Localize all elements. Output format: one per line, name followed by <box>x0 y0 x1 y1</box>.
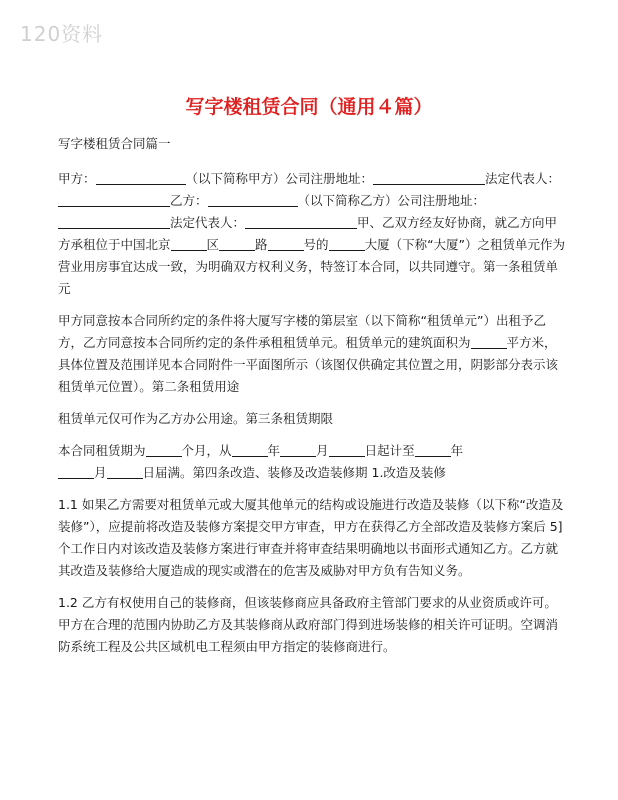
paragraph-lease-term: 本合同租赁期为 个月，从 年 月 日起计至 年 月 日届满。第四条改造、装修及改造装修期 1.改造及装修 <box>58 443 464 480</box>
fill-blank[interactable] <box>232 444 268 457</box>
watermark: 120资料 <box>20 22 104 46</box>
fill-blank[interactable] <box>471 336 507 349</box>
fill-blank[interactable] <box>280 444 316 457</box>
fill-blank[interactable] <box>373 172 485 185</box>
fill-blank[interactable] <box>219 238 255 251</box>
fill-blank[interactable] <box>245 216 357 229</box>
document-title: 写字楼租赁合同（通用４篇） <box>185 96 433 118</box>
fill-blank[interactable] <box>107 466 143 479</box>
fill-blank[interactable] <box>208 194 298 207</box>
paragraph-parties: 甲方： （以下简称甲方）公司注册地址： 法定代表人：乙方： （以下简称乙方）公司注册地址：法定代表人： 甲、乙双方经友好协商，就乙方向甲方承租位于中国北京 区 路 号的 大厦（下称“大厦”）之租赁单元作为营业用房事宜达成一致，为明确双方权利义务，特签订本合同，以共同遵守。第一条租赁单元 <box>58 171 566 296</box>
paragraph-lease-unit: 甲方同意按本合同所约定的条件将大厦写字楼的第层室（以下简称“租赁单元”）出租予乙方，乙方同意按本合同所约定的条件承租租赁单元。租赁单元的建筑面积为 平方米，具体位置及范围详见本合同附件一平面图所示（该图仅供确定其位置之用，阴影部分表示该租赁单元位置）。第二条租赁用途 <box>58 313 559 394</box>
fill-blank[interactable] <box>329 444 365 457</box>
paragraph-lease-use: 租赁单元仅可作为乙方办公用途。第三条租赁期限 <box>58 411 334 426</box>
fill-blank[interactable] <box>171 238 207 251</box>
fill-blank[interactable] <box>146 444 182 457</box>
fill-blank[interactable] <box>58 466 94 479</box>
document-body <box>58 134 566 668</box>
paragraph-clause-1-1: 1.1 如果乙方需要对租赁单元或大厦其他单元的结构或设施进行改造及装修（以下称“改造及装修”），应提前将改造及装修方案提交甲方审查，甲方在获得乙方全部改造及装修方案后 5]个工作日内对该改造及装修方案进行审查并将审查结果明确地以书面形式通知乙方。乙方就其改造及装修给大厦造成的现实或潜在的危害及威胁对甲方负有告知义务。 <box>58 497 564 578</box>
fill-blank[interactable] <box>58 194 170 207</box>
fill-blank[interactable] <box>268 238 304 251</box>
fill-blank[interactable] <box>58 216 170 229</box>
section-heading: 写字楼租赁合同篇一 <box>58 136 171 151</box>
fill-blank[interactable] <box>96 172 186 185</box>
fill-blank[interactable] <box>415 444 451 457</box>
fill-blank[interactable] <box>329 238 365 251</box>
paragraph-clause-1-2: 1.2 乙方有权使用自己的装修商，但该装修商应具备政府主管部门要求的从业资质或许可。甲方在合理的范围内协助乙方及其装修商从政府部门得到进场装修的相关许可证明。空调消防系统工程及公共区域机电工程须由甲方指定的装修商进行。 <box>58 595 559 654</box>
